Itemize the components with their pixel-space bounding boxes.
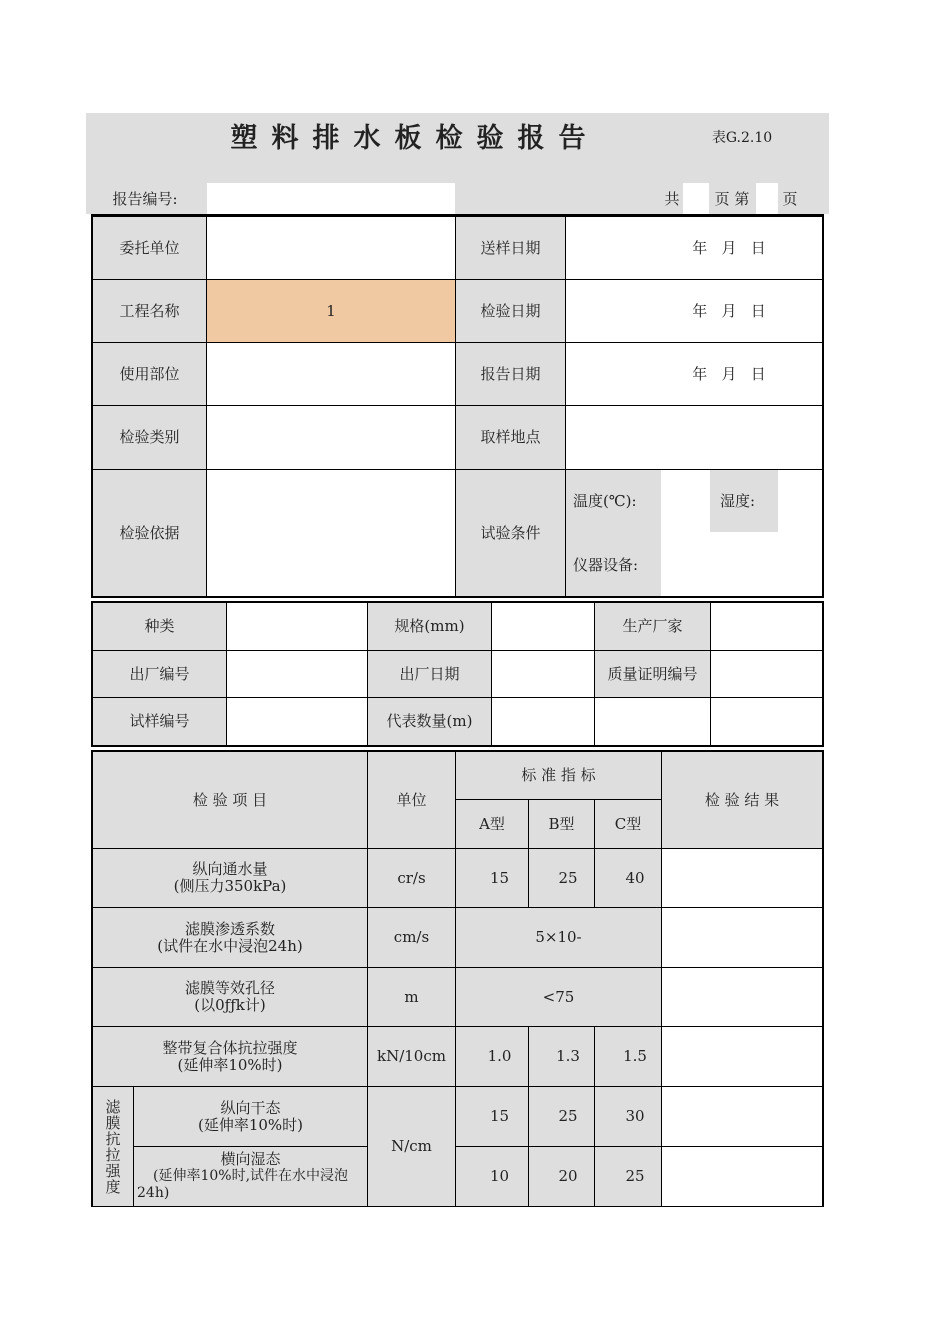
info-right-border <box>822 214 824 598</box>
sample-date-label: 送样日期 <box>480 238 541 257</box>
row-dry-a: 15 <box>489 1107 510 1125</box>
item-line2: (试件在水中浸泡24h) <box>157 936 303 955</box>
test-type-label: 检验类别 <box>119 428 180 446</box>
row-tensile-c: 1.5 <box>623 1047 647 1065</box>
row-pore-size-unit: m <box>404 987 419 1006</box>
row-water-discharge-b: 25 <box>558 868 578 887</box>
row-water-discharge-c: 40 <box>625 868 645 887</box>
row-wet-a: 10 <box>489 1167 510 1185</box>
item-line2: (以0ƒƒk计) <box>194 996 266 1014</box>
item-line2: (侧压力350kPa) <box>173 877 287 895</box>
row-tensile-result[interactable] <box>662 1027 822 1086</box>
entrust-unit-value[interactable] <box>207 217 455 279</box>
humidity-label: 湿度: <box>720 491 756 510</box>
row-dry-result[interactable] <box>662 1087 822 1146</box>
page-current-field[interactable] <box>756 183 778 214</box>
filter-unit: N/cm <box>391 1137 432 1155</box>
unit-header: 单位 <box>396 790 427 809</box>
info-bottom-border <box>91 596 824 598</box>
group-char: 膜 <box>105 1113 121 1132</box>
entrust-unit-label: 委托单位 <box>119 238 180 257</box>
sample-right-border <box>822 601 824 747</box>
report-date-value[interactable]: 年 月 日 <box>692 364 766 383</box>
sample-col-line-3 <box>491 603 492 745</box>
item-line2: (延伸率10%时) <box>197 1115 304 1134</box>
manufacturer-label: 生产厂家 <box>622 617 683 635</box>
test-basis-label: 检验依据 <box>119 523 180 542</box>
item-line1: 纵向干态 <box>220 1098 281 1117</box>
page-total-field[interactable] <box>683 183 709 214</box>
sampling-place-value[interactable] <box>566 406 822 469</box>
temperature-label: 温度(℃): <box>573 491 637 510</box>
row-tensile-item <box>93 1027 367 1086</box>
results-bottom-border <box>93 1206 822 1207</box>
group-char: 抗 <box>105 1129 121 1148</box>
sample-bottom-border <box>91 745 824 747</box>
group-char: 度 <box>105 1177 121 1196</box>
page-title: 塑料排水板检验报告 <box>230 122 600 154</box>
project-name-label: 工程名称 <box>119 301 180 320</box>
row-wet-item <box>134 1147 367 1206</box>
results-right-border <box>822 750 824 1207</box>
report-no-label: 报告编号: <box>112 189 178 208</box>
report-date-label: 报告日期 <box>480 364 541 383</box>
item-line1: 整带复合体抗拉强度 <box>162 1038 298 1057</box>
item-line2: (延伸率10%时) <box>177 1055 283 1074</box>
row-permeability-standard: 5×10- <box>535 928 582 946</box>
report-no-field[interactable] <box>207 183 455 214</box>
row-dry-b: 25 <box>558 1107 578 1125</box>
row-pore-size-standard: <75 <box>542 987 575 1006</box>
row-water-discharge-item <box>93 849 367 907</box>
test-type-value[interactable] <box>207 406 455 469</box>
page-ye-label: 页 <box>782 189 798 208</box>
page-gong-label: 共 <box>664 189 680 208</box>
use-part-label: 使用部位 <box>119 364 180 383</box>
row-tensile-b: 1.3 <box>556 1047 580 1065</box>
row-pore-size-result[interactable] <box>662 968 822 1026</box>
test-date-value[interactable]: 年 月 日 <box>692 301 766 320</box>
row-tensile-a: 1.0 <box>487 1047 512 1065</box>
form-number: 表G.2.10 <box>711 129 773 146</box>
spec-label: 规格(mm) <box>394 617 465 635</box>
project-name-value[interactable]: 1 <box>326 301 336 320</box>
use-part-value[interactable] <box>207 343 455 405</box>
item-line1: 横向湿态 <box>220 1150 281 1168</box>
row-pore-size-item <box>93 968 367 1026</box>
sampling-place-label: 取样地点 <box>480 428 541 446</box>
row-wet-c: 25 <box>625 1167 645 1185</box>
item-line3: 24h) <box>137 1185 170 1201</box>
sample-col-line-5 <box>710 603 711 745</box>
item-line1: 纵向通水量 <box>192 860 268 878</box>
item-line1: 滤膜等效孔径 <box>184 979 275 997</box>
factory-no-label: 出厂编号 <box>129 664 190 683</box>
result-header: 检 验 结 果 <box>704 790 780 809</box>
factory-date-label: 出厂日期 <box>399 664 460 683</box>
row-tensile-unit: kN/10cm <box>377 1047 446 1065</box>
instrument-label: 仪器设备: <box>573 555 639 574</box>
group-char: 拉 <box>105 1145 121 1164</box>
row-permeability-unit: cm/s <box>393 928 430 946</box>
quantity-label: 代表数量(m) <box>386 712 473 730</box>
item-header: 检 验 项 目 <box>192 790 268 809</box>
group-char: 滤 <box>105 1097 121 1116</box>
row-permeability-item <box>93 908 367 967</box>
item-line1: 滤膜渗透系数 <box>184 919 275 938</box>
kind-label: 种类 <box>144 617 175 635</box>
sample-col-line-1 <box>226 603 227 745</box>
test-basis-value[interactable] <box>207 470 455 596</box>
row-permeability-result[interactable] <box>662 908 822 967</box>
row-wet-b: 20 <box>558 1167 578 1185</box>
item-line2: (延伸率10%时,试件在水中浸泡 <box>152 1168 349 1184</box>
row-water-discharge-unit: cr/s <box>397 868 426 887</box>
type-a-header: A型 <box>479 814 505 833</box>
page-ye-di-label: 页 第 <box>714 189 750 208</box>
row-dry-c: 30 <box>625 1107 645 1125</box>
test-conditions-subcells-bg <box>565 470 661 596</box>
quality-cert-label: 质量证明编号 <box>607 664 698 683</box>
row-water-discharge-a: 15 <box>489 868 510 887</box>
row-wet-result[interactable] <box>662 1147 822 1206</box>
standard-header: 标 准 指 标 <box>521 766 596 784</box>
test-conditions-label: 试验条件 <box>480 523 541 542</box>
test-date-label: 检验日期 <box>480 301 541 320</box>
type-b-header: B型 <box>548 814 575 833</box>
row-dry-item <box>134 1087 367 1146</box>
sample-date-value[interactable]: 年 月 日 <box>692 238 766 257</box>
row-water-discharge-result[interactable] <box>662 849 822 907</box>
group-char: 强 <box>105 1161 121 1180</box>
sample-no-label: 试样编号 <box>129 712 190 730</box>
type-c-header: C型 <box>614 814 642 833</box>
filter-tensile-group-label <box>93 1087 133 1206</box>
